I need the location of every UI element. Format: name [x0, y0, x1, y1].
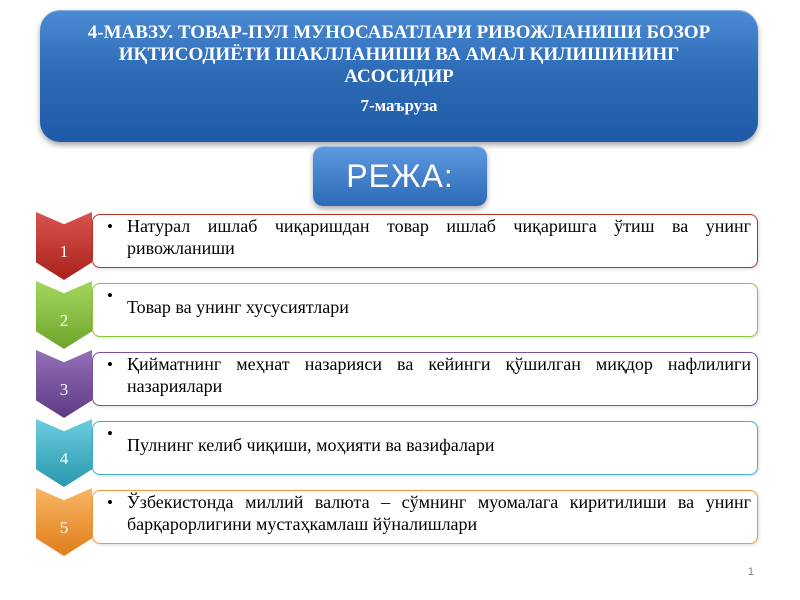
plan-item — [36, 281, 760, 349]
item-number: 1 — [59, 242, 69, 261]
plan-item — [36, 350, 760, 418]
bullet-icon: • — [107, 493, 113, 512]
bullet-icon: • — [107, 286, 113, 305]
plan-item — [36, 488, 760, 556]
lecture-title: 4-МАВЗУ. ТОВАР-ПУЛ МУНОСАБАТЛАРИ РИВОЖЛАНИШИ БОЗОР ИҚТИСОДИЁТИ ШАКЛЛАНИШИ ВА АМАЛ ҚИЛИШИНИНГ АСОСИДИР — [87, 22, 711, 87]
item-text: Товар ва унинг хусусиятлари — [127, 297, 349, 317]
bullet-icon: • — [107, 355, 113, 374]
item-card — [92, 490, 758, 544]
item-text: Натурал ишлаб чиқаришдан товар ишлаб чиқаришга ўтиш ва унинг ривожланиши — [127, 216, 751, 258]
bullet-icon: • — [107, 424, 113, 443]
item-number: 3 — [59, 380, 69, 399]
item-text: Ўзбекистонда миллий валюта – сўмнинг муомалага киритилиши ва унинг барқарорлигини мустаҳкамлаш йўналишлари — [127, 492, 751, 534]
item-number: 2 — [59, 311, 69, 330]
plan-item — [36, 419, 760, 487]
lecture-number: 7-маъруза — [360, 96, 438, 115]
item-number: 5 — [59, 518, 69, 537]
item-card — [92, 421, 758, 475]
plan-item — [36, 212, 760, 280]
title-banner — [40, 10, 758, 142]
plan-heading: РЕЖА: — [313, 146, 487, 206]
bullet-icon: • — [107, 217, 113, 236]
item-card — [92, 214, 758, 268]
item-number: 4 — [59, 449, 69, 468]
slide-number: 1 — [747, 566, 754, 578]
item-text: Қийматнинг меҳнат назарияси ва кейинги қўшилган миқдор нафлилиги назариялари — [127, 354, 751, 396]
item-text: Пулнинг келиб чиқиши, моҳияти ва вазифалари — [127, 435, 495, 455]
item-card — [92, 352, 758, 406]
item-card — [92, 283, 758, 337]
